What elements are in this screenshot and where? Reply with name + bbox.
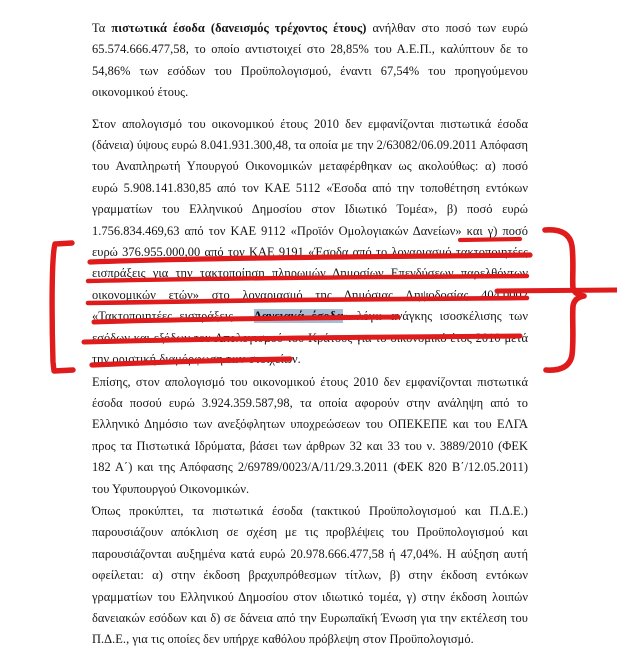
document-text-body	[92, 18, 528, 650]
p2-run-2: «Τακτοποιητέες εισπράξεις –	[92, 309, 254, 324]
p3-run-1: Επίσης, στον απολογισμό του οικονομικού έτους 2010 δεν εμφανίζονται πιστωτικά έσοδα ποσού ευρώ 3.924.359.587,98, τα οποία αφορούν στην ανάληψη από το Ελληνικό Δημόσιο των ανεξόφλητων υποχρεώσεων του ΟΠΕΚΕΠΕ και του ΕΛΓΑ προς τα Πιστωτικά Ιδρύματα, βάσει των άρθρων 32 και 33 του ν. 3889/2010 (ΦΕΚ 182 Α΄) και της Απόφασης 2/69789/0023/Α/11/29.3.2011 (ΦΕΚ 820 Β΄/12.05.2011) του Υφυπουργού Οικονομικών.	[92, 374, 528, 496]
p1-run-3: ανήλθαν στο ποσό των ευρώ 65.574.666.477,58, το οποίο αντιστοιχεί στο 28,85% του Α.Ε.Π., καλύπτουν δε το 54,86% των εσόδων του Προϋπολογισμού, έναντι 67,54% του προηγούμενου οικονομικού έτους.	[92, 21, 528, 100]
paragraph-2	[92, 114, 528, 371]
paragraph-3	[92, 372, 528, 500]
p1-run-1: Τα	[92, 21, 112, 35]
p2-run-1: Στον απολογισμό του οικονομικού έτους 2010 δεν εμφανίζονται πιστωτικά έσοδα (δάνεια) ύψους ευρώ 8.041.931.300,48, τα οποία με την 2/63082/06.09.2011 Απόφαση του Αναπληρωτή Υπουργού Οικονομικών μεταφέρθηκαν ως ακολούθως: α) ποσό ευρώ 5.908.141.830,85 από τον ΚΑΕ 5112 «Έσοδα από την τοποθέτηση εντόκων γραμματίων του Ελληνικού Δημοσίου στον Ιδιωτικό Τομέα», β) ποσό ευρώ 1.756.834.469,63 από τον ΚΑΕ 9112 «Προϊόν Ομολογιακών Δανείων» και γ) ποσό ευρώ 376.955.000,00 από τον ΚΑΕ 9191 «Έσοδα από το λογαριασμό τακτοποιητέες εισπράξεις για την τακτοποίηση πληρωμών Δημοσίων Επενδύσεων παρελθόντων οικονομικών ετών» στο λογαριασμό της Δημόσιας Ληψοδοσίας 404.0002	[92, 116, 528, 302]
paragraph-4	[92, 501, 528, 650]
p1-run-2-bold: πιστωτικά έσοδα (δανεισμός τρέχοντος έτους)	[111, 21, 367, 35]
p4-run-1: Όπως προκύπτει, τα πιστωτικά έσοδα (τακτικού Προϋπολογισμού και Π.Δ.Ε.) παρουσιάζουν απόκλιση σε σχέση με τις προβλέψεις του Προϋπολογισμού και παρουσιάζονται αυξημένα κατά ευρώ 20.978.666.477,58 ή 47,04%. Η αύξηση αυτή οφείλεται: α) στην έκδοση βραχυπρόθεσμων τίτλων, β) στην έκδοση εντόκων γραμματίων του Ελληνικού Δημοσίου στον ιδιωτικό τομέα, γ) στην έκδοση λοιπών δανειακών εσόδων και δ) σε δάνεια από την Ευρωπαϊκή Ένωση για την εκτέλεση του Π.Δ.Ε., για τις οποίες δεν υπήρχε καθόλου πρόβλεψη στον Προϋπολογισμό.	[92, 503, 528, 647]
paragraph-1	[92, 18, 528, 104]
left-bracket	[52, 243, 73, 371]
right-brace	[545, 230, 584, 370]
highlighted-phrase: Δανειακά έσοδα	[253, 309, 344, 324]
p2-run-4: » λόγω ανάγκης ισοσκέλισης των εσόδων και εξόδων του Απολογισμού του Κράτους για το οικονομικό έτος 2010 μετά την οριστική διαμόρφωση των στοιχείων.	[92, 309, 528, 367]
